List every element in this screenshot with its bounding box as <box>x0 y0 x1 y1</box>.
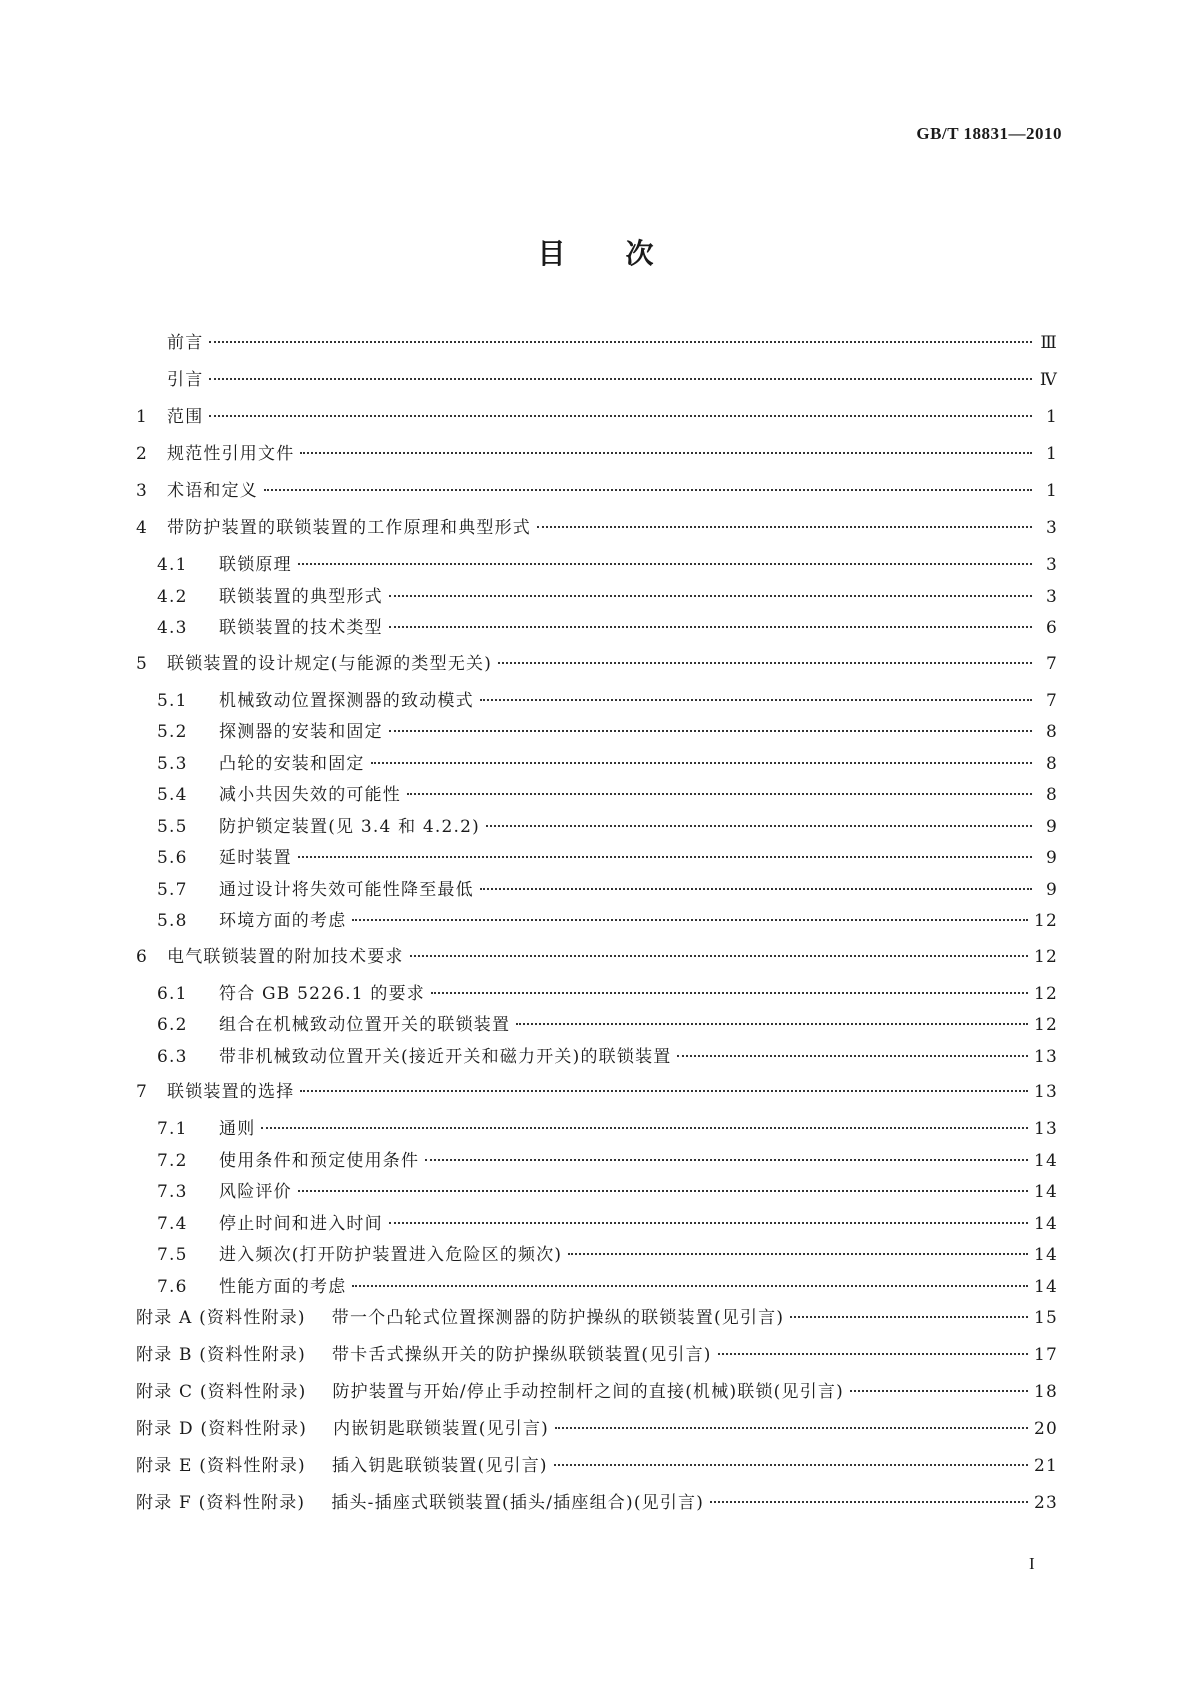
dot-leader <box>677 1055 1027 1057</box>
toc-entry[interactable] <box>136 1272 1058 1304</box>
dot-leader <box>300 452 1032 454</box>
toc-entry-label: 机械致动位置探测器的致动模式 <box>219 690 474 711</box>
toc-entry-label: 带一个凸轮式位置探测器的防护操纵的联锁装置(见引言) <box>331 1308 785 1328</box>
toc-entry-number: 1 <box>136 407 149 427</box>
page-title: 目次 <box>537 237 714 270</box>
toc-entry-label: 范围 <box>167 407 204 427</box>
toc-entry-label: 通则 <box>219 1119 256 1139</box>
toc-entry[interactable] <box>136 717 1058 749</box>
dot-leader <box>718 1353 1028 1355</box>
toc-entry[interactable] <box>136 906 1058 938</box>
toc-entry-label: 规范性引用文件 <box>167 444 295 464</box>
toc-entry[interactable] <box>136 582 1058 614</box>
toc-entry[interactable] <box>136 328 1058 365</box>
toc-entry-page: 17 <box>1033 1345 1058 1365</box>
toc-entry-label: 联锁装置的典型形式 <box>219 586 383 607</box>
toc-entry-page: 7 <box>1045 690 1058 711</box>
toc-entry[interactable] <box>136 1077 1058 1114</box>
toc-entry-page: 12 <box>1033 911 1058 931</box>
toc-entry-label: 术语和定义 <box>167 481 258 501</box>
toc-entry[interactable] <box>136 439 1058 476</box>
toc-entry-page: 1 <box>1045 407 1058 427</box>
dot-leader <box>486 825 1032 827</box>
dot-leader <box>209 378 1032 380</box>
dot-leader <box>480 888 1032 890</box>
toc-entry[interactable] <box>136 1010 1058 1042</box>
toc-entry-label: 组合在机械致动位置开关的联锁装置 <box>219 1015 511 1035</box>
dot-leader <box>425 1159 1028 1161</box>
dot-leader <box>371 762 1032 764</box>
dot-leader <box>516 1023 1028 1025</box>
dot-leader <box>431 992 1028 994</box>
dot-leader <box>209 415 1032 417</box>
toc-entry-number: 4.3 <box>157 618 188 638</box>
toc-entry-label: 带卡舌式操纵开关的防护操纵联锁装置(见引言) <box>331 1345 712 1365</box>
toc-entry-page: 14 <box>1033 1182 1058 1202</box>
dot-leader <box>480 699 1032 701</box>
toc-entry[interactable] <box>136 812 1058 844</box>
toc-entry-label: 前言 <box>167 333 204 353</box>
toc-entry-number: 附录 A (资料性附录) <box>136 1308 306 1328</box>
toc-entry-label: 电气联锁装置的附加技术要求 <box>167 946 404 967</box>
toc-entry-label: 减小共因失效的可能性 <box>219 785 401 805</box>
page-number: I <box>1029 1554 1035 1573</box>
toc-entry-number: 6.2 <box>157 1015 188 1035</box>
toc-entry[interactable] <box>136 1377 1058 1414</box>
toc-entry-number: 5.8 <box>157 911 188 931</box>
toc-entry[interactable] <box>136 365 1058 402</box>
toc-entry-number: 附录 D (资料性附录) <box>136 1419 308 1439</box>
toc-entry[interactable] <box>136 613 1058 645</box>
dot-leader <box>407 793 1032 795</box>
standard-code: GB/T 18831—2010 <box>916 124 1062 143</box>
toc-entry-label: 联锁原理 <box>219 555 292 575</box>
toc-entry-page: 1 <box>1045 481 1058 501</box>
toc-entry-page: 9 <box>1045 816 1058 837</box>
toc-entry[interactable] <box>136 1240 1058 1272</box>
toc-entry-label: 通过设计将失效可能性降至最低 <box>219 879 474 900</box>
toc-entry-label: 使用条件和预定使用条件 <box>219 1150 420 1171</box>
dot-leader <box>298 563 1032 565</box>
toc-entry-number: 附录 B (资料性附录) <box>136 1345 306 1365</box>
toc-entry-number: 附录 E (资料性附录) <box>136 1456 306 1476</box>
toc-entry[interactable] <box>136 1488 1058 1525</box>
toc-entry[interactable] <box>136 1209 1058 1241</box>
dot-leader <box>389 626 1032 628</box>
toc-entry-page: 3 <box>1045 555 1058 575</box>
toc-entry-page: 13 <box>1033 1082 1058 1102</box>
toc-entry[interactable] <box>136 1451 1058 1488</box>
toc-entry-page: 13 <box>1033 1046 1058 1067</box>
toc-entry-number: 5.7 <box>157 879 188 900</box>
dot-leader <box>298 856 1032 858</box>
toc-entry-label: 进入频次(打开防护装置进入危险区的频次) <box>219 1245 563 1265</box>
toc-entry-page: Ⅳ <box>1039 370 1058 390</box>
toc-entry-page: 14 <box>1033 1245 1058 1265</box>
toc-entry-page: 12 <box>1033 983 1058 1004</box>
toc-entry[interactable] <box>136 1177 1058 1209</box>
toc-entry-label: 联锁装置的技术类型 <box>219 618 383 638</box>
toc-entry-page: 23 <box>1033 1493 1058 1513</box>
toc-entry-number: 7 <box>136 1082 149 1102</box>
toc-entry[interactable] <box>136 513 1058 550</box>
toc-entry-number: 5.5 <box>157 816 188 837</box>
dot-leader <box>352 1285 1028 1287</box>
toc-entry-label: 联锁装置的设计规定(与能源的类型无关) <box>167 653 493 674</box>
toc-entry-label: 符合 GB 5226.1 的要求 <box>219 983 425 1004</box>
toc-entry[interactable] <box>136 1042 1058 1074</box>
toc-entry-number: 6 <box>136 946 149 967</box>
toc-entry[interactable] <box>136 942 1058 979</box>
toc-entry[interactable] <box>136 476 1058 513</box>
toc-entry-number: 4.2 <box>157 586 188 607</box>
dot-leader <box>389 1222 1028 1224</box>
toc-entry-number: 附录 C (资料性附录) <box>136 1382 307 1402</box>
toc-entry-number: 4 <box>136 518 149 538</box>
toc-entry-number: 6.3 <box>157 1046 188 1067</box>
toc-entry-label: 带防护装置的联锁装置的工作原理和典型形式 <box>167 518 531 538</box>
toc-entry-number: 5.6 <box>157 848 188 868</box>
toc-entry-label: 风险评价 <box>219 1182 292 1202</box>
toc-entry[interactable] <box>136 749 1058 781</box>
toc-entry-number: 3 <box>136 481 149 501</box>
toc-entry-number: 7.2 <box>157 1150 188 1171</box>
toc-entry-label: 停止时间和进入时间 <box>219 1213 383 1234</box>
dot-leader <box>790 1316 1028 1318</box>
toc-entry-page: 8 <box>1045 722 1058 742</box>
toc-entry-label: 内嵌钥匙联锁装置(见引言) <box>333 1419 549 1439</box>
toc-entry[interactable] <box>136 1114 1058 1146</box>
toc-entry-number: 2 <box>136 444 149 464</box>
dot-leader <box>261 1127 1028 1129</box>
dot-leader <box>555 1427 1028 1429</box>
toc-entry-number: 附录 F (资料性附录) <box>136 1493 306 1513</box>
dot-leader <box>389 595 1032 597</box>
toc-entry[interactable] <box>136 402 1058 439</box>
toc-entry-page: 9 <box>1045 879 1058 900</box>
toc-entry-page: Ⅲ <box>1040 333 1058 353</box>
dot-leader <box>710 1501 1028 1503</box>
dot-leader <box>554 1464 1028 1466</box>
toc-entry-label: 防护锁定装置(见 3.4 和 4.2.2) <box>219 816 480 837</box>
toc-entry-number: 6.1 <box>157 983 188 1004</box>
toc-entry-page: 7 <box>1045 653 1058 674</box>
dot-leader <box>352 919 1028 921</box>
dot-leader <box>568 1253 1028 1255</box>
toc-entry-label: 性能方面的考虑 <box>219 1276 347 1297</box>
toc-entry-label: 防护装置与开始/停止手动控制杆之间的直接(机械)联锁(见引言) <box>332 1382 844 1402</box>
toc-entry-label: 探测器的安装和固定 <box>219 722 383 742</box>
toc-entry-number: 7.1 <box>157 1119 188 1139</box>
toc-entry-number: 7.3 <box>157 1182 188 1202</box>
toc-entry-label: 环境方面的考虑 <box>219 911 347 931</box>
toc-entry[interactable] <box>136 1414 1058 1451</box>
toc-entry[interactable] <box>136 1146 1058 1178</box>
toc-entry-page: 9 <box>1045 848 1058 868</box>
toc-entry-page: 3 <box>1045 518 1058 538</box>
toc-entry[interactable] <box>136 1303 1058 1340</box>
toc-entry[interactable] <box>136 843 1058 875</box>
toc-entry-page: 3 <box>1045 586 1058 607</box>
dot-leader <box>410 955 1028 957</box>
toc-entry[interactable] <box>136 649 1058 686</box>
toc-entry[interactable] <box>136 550 1058 582</box>
toc-entry[interactable] <box>136 875 1058 907</box>
dot-leader <box>850 1390 1028 1392</box>
dot-leader <box>300 1090 1028 1092</box>
table-of-contents <box>136 328 1058 1525</box>
dot-leader <box>537 526 1032 528</box>
dot-leader <box>389 730 1032 732</box>
toc-entry-number: 7.5 <box>157 1245 188 1265</box>
toc-entry-label: 延时装置 <box>219 848 292 868</box>
toc-entry-label: 引言 <box>167 370 204 390</box>
toc-entry-page: 13 <box>1033 1119 1058 1139</box>
dot-leader <box>498 662 1032 664</box>
toc-entry[interactable] <box>136 1340 1058 1377</box>
dot-leader <box>264 489 1032 491</box>
toc-entry-page: 20 <box>1033 1419 1058 1439</box>
toc-entry-label: 插入钥匙联锁装置(见引言) <box>331 1456 548 1476</box>
toc-entry-page: 14 <box>1033 1276 1058 1297</box>
dot-leader <box>298 1190 1028 1192</box>
toc-entry-number: 7.4 <box>157 1213 188 1234</box>
toc-entry[interactable] <box>136 686 1058 718</box>
toc-entry-page: 12 <box>1033 946 1058 967</box>
toc-entry-number: 5.3 <box>157 753 188 774</box>
toc-entry-page: 6 <box>1045 618 1058 638</box>
toc-entry-page: 8 <box>1045 753 1058 774</box>
toc-entry-page: 21 <box>1033 1456 1058 1476</box>
toc-entry-page: 14 <box>1033 1213 1058 1234</box>
toc-entry-label: 带非机械致动位置开关(接近开关和磁力开关)的联锁装置 <box>219 1046 672 1067</box>
toc-entry-page: 15 <box>1033 1308 1058 1328</box>
toc-entry-page: 8 <box>1045 785 1058 805</box>
toc-entry-number: 4.1 <box>157 555 188 575</box>
toc-entry-page: 12 <box>1033 1015 1058 1035</box>
toc-entry-number: 5 <box>136 653 149 674</box>
dot-leader <box>209 341 1032 343</box>
toc-entry-number: 5.4 <box>157 785 188 805</box>
toc-entry[interactable] <box>136 780 1058 812</box>
toc-entry-label: 凸轮的安装和固定 <box>219 753 365 774</box>
toc-entry[interactable] <box>136 979 1058 1011</box>
toc-entry-number: 5.1 <box>157 690 188 711</box>
toc-entry-page: 1 <box>1045 444 1058 464</box>
toc-entry-number: 5.2 <box>157 722 188 742</box>
toc-entry-label: 插头-插座式联锁装置(插头/插座组合)(见引言) <box>331 1493 705 1513</box>
toc-entry-page: 14 <box>1033 1150 1058 1171</box>
toc-entry-page: 18 <box>1033 1382 1058 1402</box>
toc-entry-number: 7.6 <box>157 1276 188 1297</box>
toc-entry-label: 联锁装置的选择 <box>167 1082 295 1102</box>
